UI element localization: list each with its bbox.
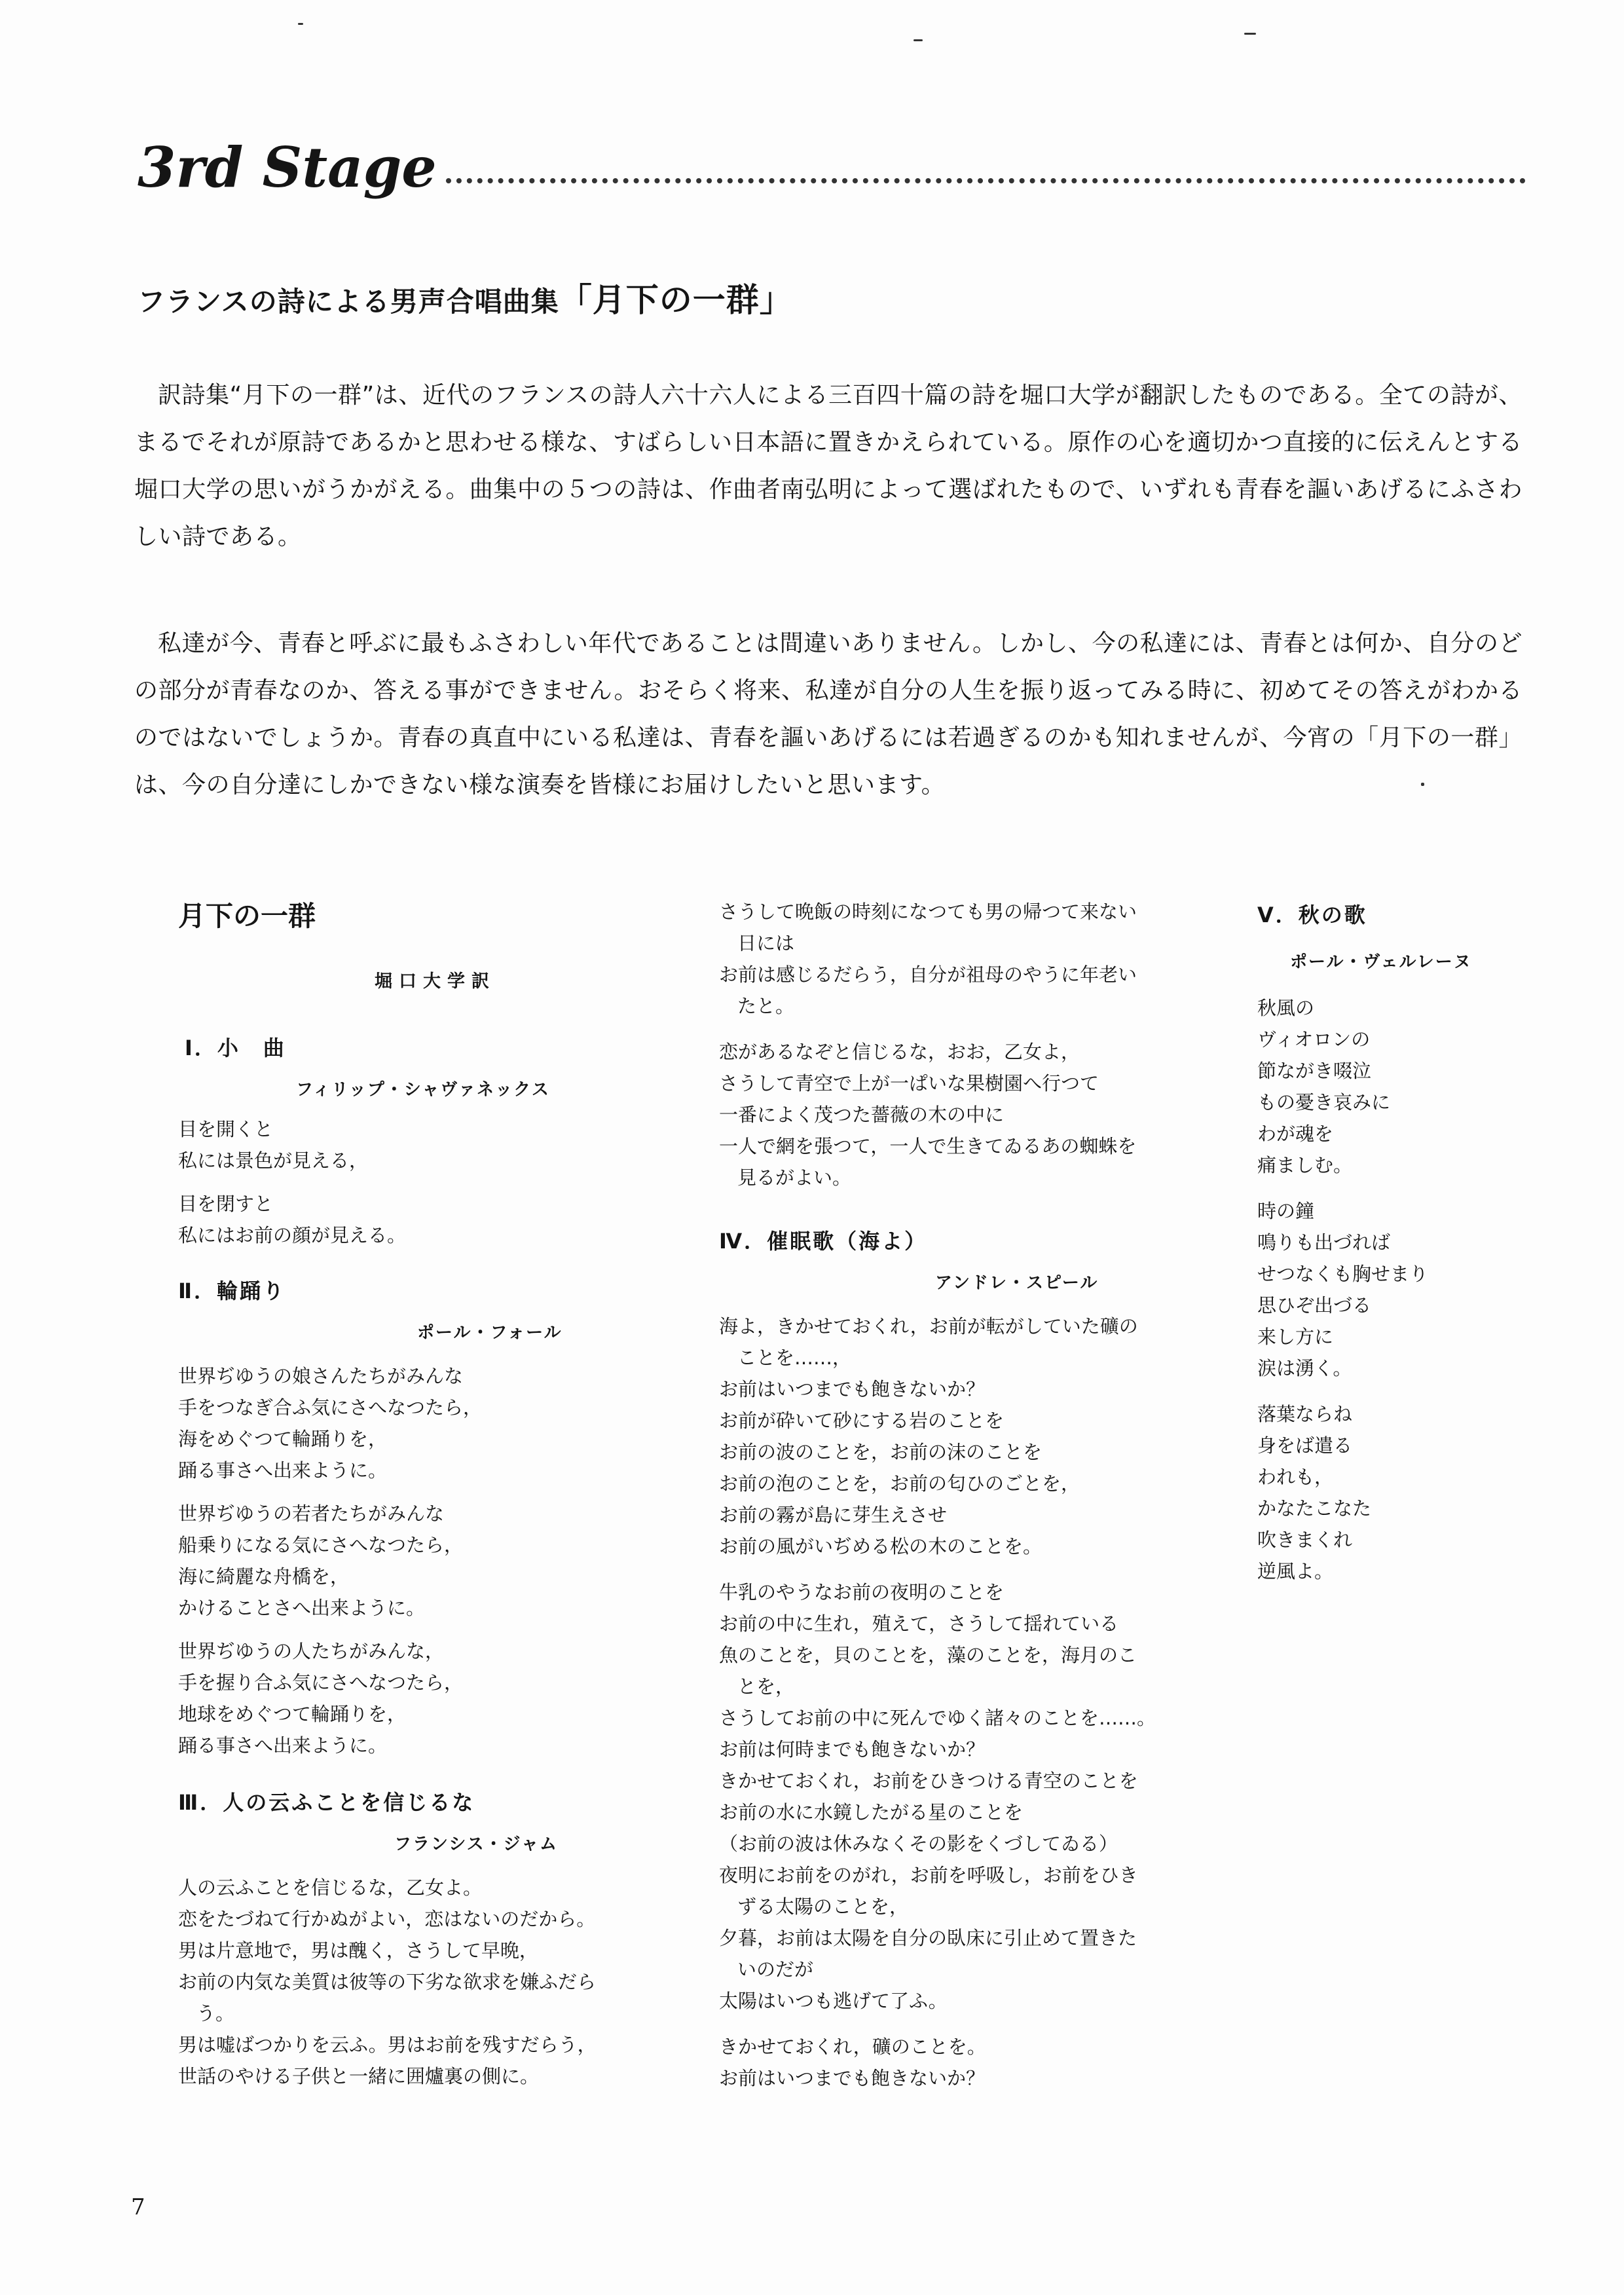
poem-line: 見るがよい。 <box>737 1166 852 1189</box>
poem-line: 来し方に <box>1257 1326 1334 1348</box>
intro-paragraph-2: 私達が今、青春と呼ぶに最もふさわしい年代であることは間違いありません。しかし、今の私達には、青春とは何か、自分のどの部分が青春なのか、答える事ができません。おそらく将来、私達が自分の人生を振り返ってみる時に、初めてその答えがわかるのではないでしょうか。青春の真直中にいる私達は、青春を謳いあげるには若過ぎるのかも知れませんが、今宵の「月下の一群」は、今の自分達にしかできない様な演奏を皆様にお届けしたいと思います。 <box>134 630 1522 798</box>
poem-line: きかせておくれ，お前をひきつける青空のことを <box>719 1770 1138 1792</box>
poem-line: お前の波のことを，お前の沫のことを <box>719 1441 1043 1463</box>
poem-line: 男は嘘ばつかりを云ふ。男はお前を残すだらう， <box>178 2034 597 2056</box>
poem-line: お前は何時までも飽きないか？ <box>719 1738 986 1761</box>
poem-line: お前の風がいぢめる松の木のことを。 <box>719 1535 1043 1558</box>
poem-line: 男は片意地で，男は醜く，さうして早晩， <box>178 1939 538 1962</box>
poem-line: う。 <box>196 2002 235 2024</box>
poem-line: さうしてお前の中に死んでゆく諸々のことを……。 <box>719 1707 1156 1729</box>
intro-paragraph-1: 訳詩集“月下の一群”は、近代のフランスの詩人六十六人による三百四十篇の詩を堀口大学が翻訳したものである。全ての詩が、まるでそれが原詩であるかと思わせる様な、すばらしい日本語に置きかえられている。原作の心を適切かつ直接的に伝えんとする堀口大学の思いがうかがえる。曲集中の５つの詩は、作曲者南弘明によって選ばれたもので、いずれも青春を謳いあげるにふさわしい詩である。 <box>134 382 1523 550</box>
poem-line: お前の泡のことを，お前の匂ひのごとを， <box>719 1472 1080 1495</box>
poem-line: 世界ぢゆうの娘さんたちがみんな <box>178 1365 464 1387</box>
poem-line: 私には景色が見える， <box>178 1149 369 1172</box>
poem-line: 私にはお前の顔が見える。 <box>178 1224 407 1246</box>
stanza <box>178 1188 597 1251</box>
poem-line: 鳴りも出づれば <box>1257 1231 1391 1254</box>
stanza <box>178 1360 597 1486</box>
poem-line: さうして青空で上が一ぱいな果樹園へ行つて <box>719 1072 1099 1094</box>
poem-line: ことを……， <box>737 1347 852 1369</box>
movement-5-author: ポール・ヴェルレーヌ <box>1290 952 1472 972</box>
poem-line: 世話のやける子供と一緒に囲爐裏の側に。 <box>178 2065 540 2087</box>
poem-line: わが魂を <box>1257 1123 1334 1145</box>
movement-3-heading: Ⅲ．人の云ふことを信じるな <box>178 1790 475 1815</box>
poem-line: 目を開くと <box>178 1118 274 1140</box>
stanza <box>178 1872 597 2092</box>
column-3 <box>1257 899 1506 1587</box>
poem-line: 涙は湧く。 <box>1257 1357 1352 1379</box>
poem-line: さうして晩飯の時刻になつても男の帰つて来ない <box>719 901 1137 923</box>
poem-line: 手をつなぎ合ふ気にさへなつたら， <box>178 1396 483 1419</box>
translator: 堀口大学訳 <box>375 971 496 992</box>
poem-line: 落葉ならね <box>1257 1403 1353 1425</box>
stanza <box>1257 1398 1506 1587</box>
page-number: 7 <box>131 2194 145 2220</box>
poem-line: 海よ，きかせておくれ，お前が転がしていた礦の <box>719 1315 1138 1337</box>
poem-line: かなたこなた <box>1257 1497 1372 1520</box>
suite-title <box>138 274 793 321</box>
poem-line: 一番によく茂つた薔薇の木の中に <box>719 1104 1005 1126</box>
poem-line: 思ひぞ出づる <box>1257 1294 1372 1316</box>
poem-line: きかせておくれ，礦のことを。 <box>719 2036 986 2058</box>
poem-line: 世界ぢゆうの若者たちがみんな <box>178 1502 445 1525</box>
scan-speck <box>1244 33 1256 35</box>
suite-title-name: 「月下の一群」 <box>559 281 793 319</box>
scan-speck <box>913 39 923 41</box>
movement-4-heading: Ⅳ．催眠歌（海よ） <box>719 1229 928 1254</box>
dotted-rule <box>446 178 1526 183</box>
poem-line: 人の云ふことを信じるな，乙女よ。 <box>178 1876 483 1899</box>
movement-1-heading: Ⅰ．小 曲 <box>185 1036 286 1060</box>
poem-line: 海に綺麗な舟橋を， <box>178 1565 350 1588</box>
poem-line: 一人で網を張つて，一人で生きてゐるあの蜘蛛を <box>719 1135 1137 1157</box>
poem-line: たと。 <box>737 995 795 1017</box>
poem-line: かけることさへ出来ように。 <box>178 1597 426 1619</box>
stage-header <box>138 123 1526 200</box>
stanza <box>178 1635 597 1761</box>
movement-2-heading: Ⅱ．輪踊り <box>178 1278 286 1303</box>
stanza <box>719 896 1177 1022</box>
poem-line: せつなくも胸せまり <box>1257 1263 1429 1285</box>
poem-line: 魚のことを，貝のことを，藻のことを，海月のこ <box>719 1644 1137 1666</box>
poem-line: お前は感じるだらう，自分が祖母のやうに年老い <box>719 963 1137 986</box>
poem-line: 踊る事さへ出来ように。 <box>178 1734 388 1757</box>
poem-line: 逆風よ。 <box>1257 1560 1334 1582</box>
poem-line: お前の内気な美質は彼等の下劣な欲求を嫌ふだら <box>178 1971 597 1993</box>
stanza <box>719 1577 1177 2017</box>
poem-line: 日には <box>737 932 795 954</box>
movement-4-author: アンドレ・スピール <box>935 1273 1099 1293</box>
poem-line: お前が砕いて砂にする岩のことを <box>719 1409 1005 1432</box>
poem-line: 身をば遣る <box>1257 1434 1353 1457</box>
scan-speck <box>1421 783 1424 786</box>
movement-1-author: フィリップ・シャヴァネックス <box>296 1080 550 1100</box>
poem-collection-title: 月下の一群 <box>178 900 316 932</box>
poem-line: 船乗りになる気にさへなつたら， <box>178 1534 464 1556</box>
poem-line: 踊る事さへ出来ように。 <box>178 1459 388 1482</box>
poem-line: 恋をたづねて行かぬがよい，恋はないのだから。 <box>178 1908 596 1930</box>
movement-3-author: フランシス・ジャム <box>394 1835 559 1854</box>
stanza <box>178 1498 597 1624</box>
stanza <box>1257 992 1506 1181</box>
column-2 <box>719 896 1177 2094</box>
poem-line: ヴィオロンの <box>1257 1028 1371 1051</box>
poem-line: お前はいつまでも飽きないか？ <box>719 2067 986 2089</box>
poem-line: もの憂き哀みに <box>1257 1091 1391 1113</box>
poem-line: 秋風の <box>1257 997 1315 1019</box>
stanza <box>719 2031 1177 2094</box>
poem-line: 節ながき啜泣 <box>1257 1060 1372 1082</box>
poem-line: お前の霧が島に芽生えさせ <box>719 1504 948 1526</box>
movement-2-author: ポール・フォール <box>417 1323 563 1343</box>
poem-line: お前の水に水鏡したがる星のことを <box>719 1801 1024 1823</box>
stanza <box>1257 1195 1506 1384</box>
poem-line: （お前の波は休みなくその影をくづしてゐる） <box>719 1833 1118 1855</box>
stanza <box>178 1113 597 1176</box>
poem-line: 夕暮，お前は太陽を自分の臥床に引止めて置きた <box>719 1927 1137 1949</box>
scan-speck <box>298 23 303 25</box>
poem-line: 太陽はいつも逃げて了ふ。 <box>719 1990 948 2012</box>
poem-line: お前の中に生れ，殖えて，さうして揺れている <box>719 1613 1119 1635</box>
poem-line: ずる太陽のことを， <box>737 1895 909 1918</box>
poem-line: 時の鐘 <box>1257 1200 1315 1222</box>
poem-line: 牛乳のやうなお前の夜明のことを <box>719 1581 1005 1603</box>
column-1 <box>178 878 597 2092</box>
stanza <box>719 1311 1177 1562</box>
poem-line: 痛ましむ。 <box>1257 1154 1353 1176</box>
poem-line: 地球をめぐつて輪踊りを， <box>178 1703 407 1725</box>
poem-line: 世界ぢゆうの人たちがみんな， <box>178 1640 445 1662</box>
poem-line: いのだが <box>737 1958 814 1981</box>
stage-title: 3rd Stage <box>138 135 437 200</box>
poem-line: 目を閉すと <box>178 1193 274 1215</box>
stanza <box>719 1036 1177 1193</box>
poem-line: とを， <box>737 1675 795 1698</box>
movement-5-heading: Ⅴ．秋の歌 <box>1257 903 1367 927</box>
poem-line: お前はいつまでも飽きないか？ <box>719 1378 986 1400</box>
poem-line: 海をめぐつて輪踊りを， <box>178 1428 388 1450</box>
poem-line: 夜明にお前をのがれ，お前を呼吸し，お前をひき <box>719 1864 1138 1886</box>
suite-title-prefix: フランスの詩による男声合唱曲集 <box>138 286 559 318</box>
poem-line: 手を握り合ふ気にさへなつたら， <box>178 1671 464 1694</box>
poem-line: 吹きまくれ <box>1257 1529 1353 1551</box>
poem-line: 恋があるなぞと信じるな，おお，乙女よ， <box>719 1041 1080 1063</box>
poem-line: われも， <box>1257 1466 1334 1488</box>
